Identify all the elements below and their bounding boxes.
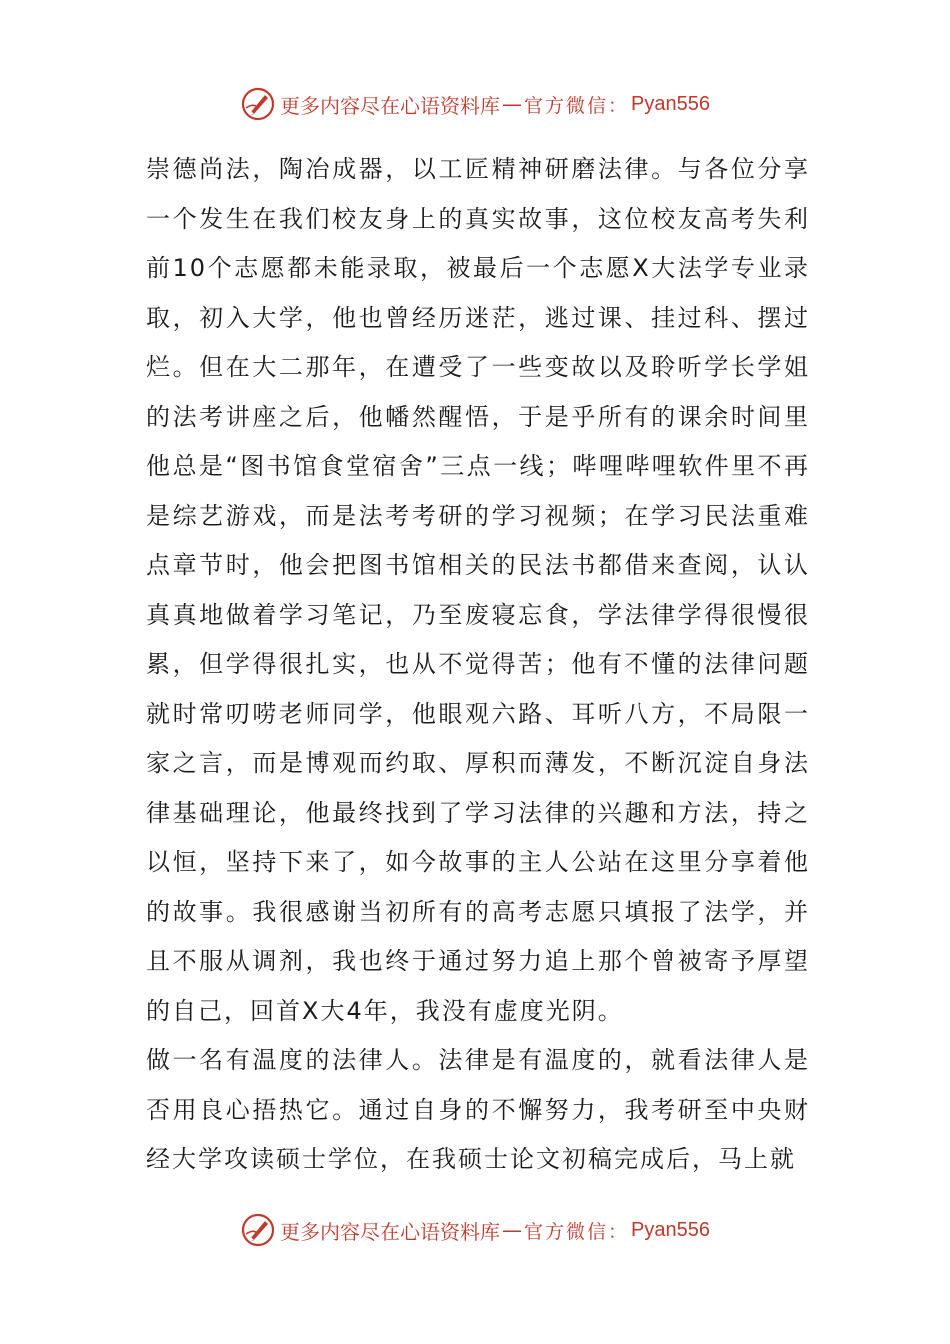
document-body — [146, 145, 810, 1185]
separator: — — [502, 92, 522, 116]
wechat-label: 官方微信： — [524, 1220, 630, 1243]
paragraph: 做一名有温度的法律人。法律是有温度的，就看法律人是否用良心捂热它。通过自身的不懈努力，我考研至中央财经大学攻读硕士学位，在我硕士论文初稿完成后，马上就 — [146, 1046, 810, 1173]
paragraph: 崇德尚法，陶冶成器，以工匠精神研磨法律。与各位分享一个发生在我们校友身上的真实故事，这位校友高考失利前10个志愿都未能录取，被最后一个志愿X大法学专业录取，初入大学，他也曾经历迷茫，逃过课、挂过科、摆过烂。但在大二那年，在遭受了一些变故以及聆听学长学姐的法考讲座之后，他幡然醒悟，于是乎所有的课余时间里他总是“图书馆食堂宿舍”三点一线；哔哩哔哩软件里不再是综艺游戏，而是法考考研的学习视频；在学习民法重难点章节时，他会把图书馆相关的民法书都借来查阅，认认真真地做着学习笔记，乃至废寝忘食，学法律学得很慢很累，但学得很扎实，也从不觉得苦；他有不懂的法律问题就时常叨唠老师同学，他眼观六路、耳听八方，不局限一家之言，而是博观而约取、厚积而薄发，不断沉淀自身法律基础理论，他最终找到了学习法律的兴趣和方法，持之以恒，坚持下来了，如今故事的主人公站在这里分享着他的故事。我很感谢当初所有的高考志愿只填报了法学，并且不服从调剂，我也终于通过努力追上那个曾被寄予厚望的自己，回首X大4年，我没有虚度光阴。 — [146, 155, 810, 1025]
quill-logo-icon — [240, 86, 276, 122]
separator: — — [502, 1218, 522, 1242]
footer-banner — [0, 1208, 950, 1252]
wechat-label: 官方微信： — [524, 94, 630, 117]
site-name: 更多内容尽在心语资料库 — [280, 93, 500, 118]
header-banner — [0, 82, 950, 126]
quill-logo-icon — [240, 1212, 276, 1248]
wechat-id: Pyan556 — [631, 92, 710, 115]
wechat-id: Pyan556 — [631, 1218, 710, 1241]
site-name: 更多内容尽在心语资料库 — [280, 1219, 500, 1244]
